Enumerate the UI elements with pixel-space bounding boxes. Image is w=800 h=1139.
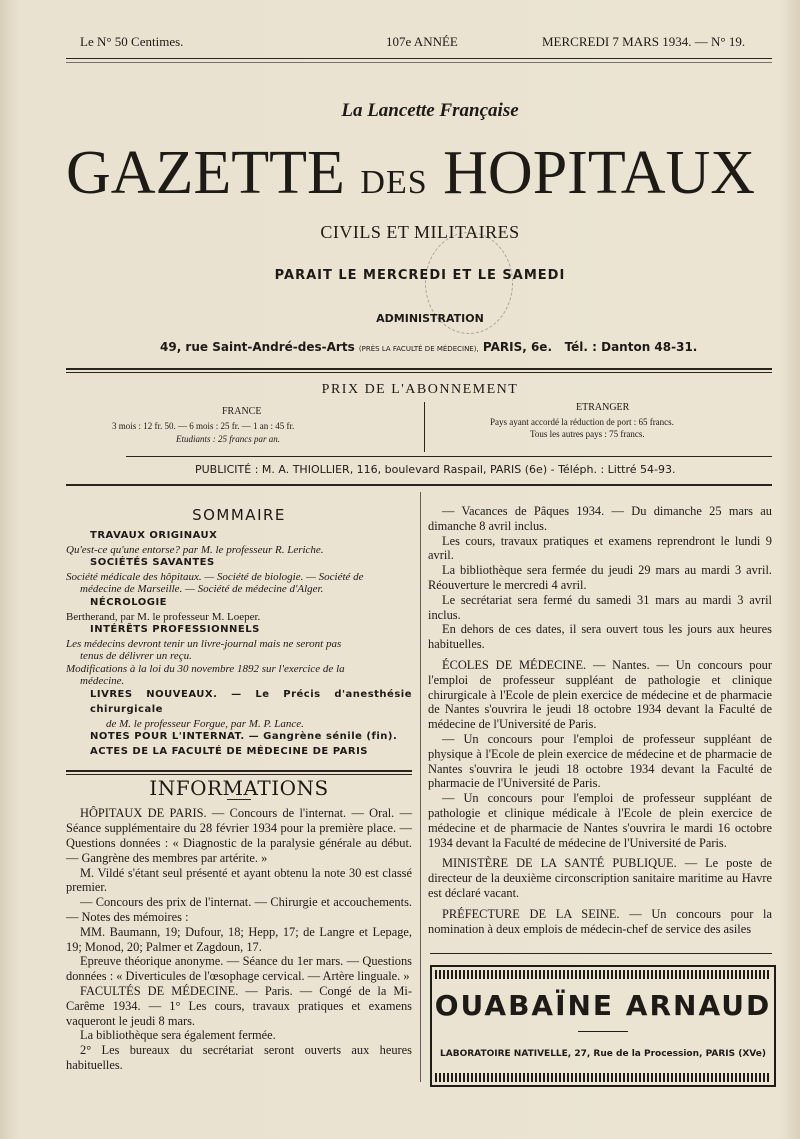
france-rates: 3 mois : 12 fr. 50. — 6 mois : 25 fr. — 1 an : 45 fr. — [112, 421, 295, 431]
address-note: (PRÈS LA FACULTÉ DE MÉDECINE), — [358, 345, 479, 353]
right-paragraph: La bibliothèque sera fermée du jeudi 29 mars au mardi 3 avril. Réouverture le mercredi 4 avril. — [428, 563, 772, 592]
info-paragraph: M. Vildé s'étant seul présenté et ayant obtenu la note 30 est classé premier. — [66, 865, 412, 895]
top-rule-thin — [66, 62, 772, 63]
info-paragraph: 2° Les bureaux du secrétariat seront ouverts aux heures habituelles. — [66, 1043, 412, 1073]
issue-year: 107e ANNÉE — [386, 34, 458, 49]
right-paragraph: En dehors de ces dates, il sera ouvert tous les jours aux heures habituelles. — [428, 622, 772, 652]
masthead-rule-thin — [66, 372, 772, 373]
sommaire-item: ACTES DE LA FACULTÉ DE MÉDECINE DE PARIS — [90, 745, 369, 757]
advert-border-top — [435, 970, 771, 979]
right-paragraph: — Un concours pour l'emploi de professeur suppléant de physique à l'Ecole de plein exercice de médecine et de pharmacie de Nantes s'ouvrira le jeudi 18 octobre 1934 devant la Faculté de pharmacie de l'Université de Paris. — [428, 731, 772, 791]
masthead-title — [66, 139, 776, 207]
right-paragraph: MINISTÈRE DE LA SANTÉ PUBLIQUE. — Le poste de directeur de la deuxième circonscription sanitaire maritime au Havre est déclaré vacant. — [428, 856, 772, 900]
masthead-subtitle: La Lancette Française — [341, 100, 519, 121]
address-street: 49, rue Saint-André-des-Arts — [160, 340, 355, 354]
title-gazette: GAZETTE — [66, 139, 345, 207]
france-label: FRANCE — [222, 406, 262, 417]
subscription-title: PRIX DE L'ABONNEMENT — [321, 382, 519, 397]
issue-date-number: MERCREDI 7 MARS 1934. — N° 19. — [542, 34, 746, 49]
advert-border-bottom — [435, 1073, 771, 1082]
advert-laboratory: LABORATOIRE NATIVELLE, 27, Rue de la Procession, PARIS (XVe) — [440, 1049, 766, 1059]
right-paragraph: PRÉFECTURE DE LA SEINE. — Un concours pour la nomination à deux emplois de médecin-chef de service des asiles — [428, 906, 772, 936]
right-paragraph: ÉCOLES DE MÉDECINE. — Nantes. — Un concours pour l'emploi de professeur suppléant de pathologie et clinique chirurgicale à l'Ecole de plein exercice de médecine et de pharmacie de Nantes s'ouvrira le jeudi 18 octobre 1934 devant la Faculté de médecine de l'Université de Paris. — [428, 657, 772, 732]
informations-title: INFORMATIONS — [149, 775, 329, 800]
sommaire-item: LIVRES NOUVEAUX. — Le Précis d'anesthésie chirurgicale de M. le professeur Forgue, par M. P. Lance. — [90, 688, 412, 730]
info-paragraph: — Concours des prix de l'internat. — Chirurgie et accouchements. — Notes des mémoires : — [66, 895, 412, 925]
title-des: DES — [360, 164, 428, 201]
sommaire-item: TRAVAUX ORIGINAUX Qu'est-ce qu'une entorse? par M. le professeur R. Leriche. — [66, 529, 324, 556]
title-hopitaux: HOPITAUX — [443, 139, 756, 207]
pub-rule-bottom — [66, 484, 772, 486]
right-paragraph: Le secrétariat sera fermé du samedi 31 mars au mardi 3 avril inclus. — [428, 592, 772, 622]
info-paragraph: Epreuve théorique anonyme. — Séance du 1er mars. — Questions données : « Diverticules de l'œsophage cervical. — Artère linguale. » — [66, 954, 412, 984]
advert-product-name: OUABAÏNE ARNAUD — [434, 989, 772, 1022]
sommaire-item: NÉCROLOGIE Bertherand, par M. le professeur M. Loeper. — [66, 596, 261, 623]
column-divider — [420, 492, 421, 1082]
address-city: PARIS, 6e. — [482, 340, 553, 354]
sommaire-item: INTÉRÊTS PROFESSIONNELS Les médecins devront tenir un livre-journal mais ne seront pas tenus de délivrer un reçu. Modifications à la loi du 30 novembre 1892 sur l'exercice de la médecine. — [66, 624, 345, 688]
france-students: Etudiants : 25 francs par an. — [176, 434, 281, 444]
right-paragraph: Les cours, travaux pratiques et examens reprendront le lundi 9 avril. — [428, 533, 772, 563]
masthead-administration: ADMINISTRATION — [376, 312, 484, 325]
sommaire-rule — [66, 760, 412, 772]
masthead-parait: PARAIT LE MERCREDI ET LE SAMEDI — [274, 268, 566, 283]
address-tel: Tél. : Danton 48-31. — [564, 340, 698, 354]
sommaire-title: SOMMAIRE — [192, 506, 286, 524]
right-column — [428, 504, 772, 936]
issue-price: Le N° 50 Centimes. — [80, 34, 184, 49]
foreign-other: Tous les autres pays : 75 francs. — [530, 429, 645, 439]
pub-rule-top — [126, 456, 772, 457]
masthead-civils: CIVILS ET MILITAIRES — [320, 222, 520, 242]
info-paragraph: HÔPITAUX DE PARIS. — Concours de l'internat. — Oral. — Séance supplémentaire du 28 février 1934 pour la première place. — Questions données : « Diagnostic de la paralysie générale au début. — Gangrène des membres par artérite. » — [66, 806, 412, 865]
info-paragraph: FACULTÉS DE MÉDECINE. — Paris. — Congé de la Mi-Carême 1934. — 1° Les cours, travaux pratiques et examens vaqueront le jeudi 8 mars. — [66, 984, 412, 1028]
foreign-label: ETRANGER — [576, 402, 630, 413]
info-paragraph: MM. Baumann, 19; Dufour, 18; Hepp, 17; de Langre et Lepage, 19; Monod, 20; Palmer et Zagdoun, 17. — [66, 924, 412, 954]
top-rule — [66, 58, 772, 59]
advert-box — [430, 965, 776, 1087]
sommaire-item: SOCIÉTÉS SAVANTES Société médicale des hôpitaux. — Société de biologie. — Société de médecine de Marseille. — Société de médecine d'Alger. — [66, 557, 364, 596]
sommaire-item: NOTES POUR L'INTERNAT. — Gangrène sénile (fin). — [90, 731, 398, 743]
masthead-rule — [66, 368, 772, 370]
advert-rule — [430, 953, 772, 954]
left-column — [66, 508, 412, 1073]
publicity-line: PUBLICITÉ : M. A. THIOLLIER, 116, boulevard Raspail, PARIS (6e) - Téléph. : Littré 54-93. — [195, 463, 676, 476]
right-paragraph: — Vacances de Pâques 1934. — Du dimanche 25 mars au dimanche 8 avril inclus. — [428, 504, 772, 533]
masthead-address — [160, 340, 780, 354]
right-paragraph: — Un concours pour l'emploi de professeur suppléant de pathologie et clinique médicale à l'Ecole de plein exercice de médecine et de pharmacie de Nantes s'ouvrira le mardi 16 octobre 1934 devant la Faculté de médecine de l'Université de Paris. — [428, 791, 772, 850]
subscription-divider — [424, 402, 425, 452]
foreign-reduced: Pays ayant accordé la réduction de port : 65 francs. — [490, 417, 674, 427]
info-paragraph: La bibliothèque sera également fermée. — [80, 1028, 276, 1043]
